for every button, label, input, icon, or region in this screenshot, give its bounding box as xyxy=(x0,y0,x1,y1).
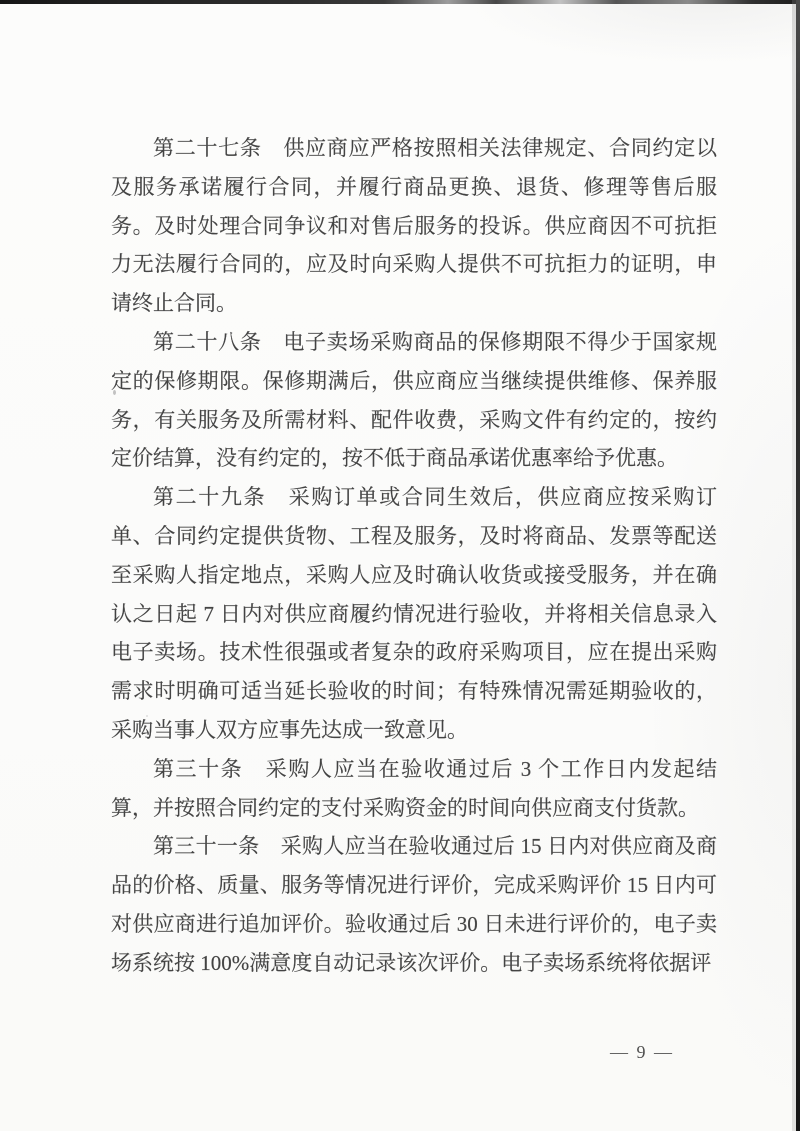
document-body xyxy=(111,129,717,983)
scan-artifact-right-edge xyxy=(796,0,800,1131)
paragraph-article-28: 第二十八条 电子卖场采购商品的保修期限不得少于国家规定的保修期限。保修期满后，供应商应当继续提供维修、保养服务，有关服务及所需材料、配件收费，采购文件有约定的，按约定价结算，没有约定的，按不低于商品承诺优惠率给予优惠。 xyxy=(111,329,717,471)
paragraph-article-29: 第二十九条 采购订单或合同生效后，供应商应按采购订单、合同约定提供货物、工程及服务，及时将商品、发票等配送至采购人指定地点，采购人应及时确认收货或接受服务，并在确认之日起 7 日内对供应商履约情况进行验收，并将相关信息录入电子卖场。技术性很强或者复杂的政府采购项目，应在提出采购需求时明确可适当延长验收的时间；有特殊情况需延期验收的，采购当事人双方应事先达成一致意见。 xyxy=(111,485,717,742)
scan-artifact-top-edge xyxy=(0,0,800,4)
paragraph-article-31: 第三十一条 采购人应当在验收通过后 15 日内对供应商及商品的价格、质量、服务等情况进行评价，完成采购评价 15 日内可对供应商进行追加评价。验收通过后 30 日未进行评价的，电子卖场系统按 100%满意度自动记录该次评价。电子卖场系统将依据评 xyxy=(111,834,717,975)
paragraph-article-30: 第三十条 采购人应当在验收通过后 3 个工作日内发起结算，并按照合同约定的支付采购资金的时间向供应商支付货款。 xyxy=(111,756,717,820)
page-number: — 9 — xyxy=(610,1042,674,1062)
paragraph-article-27: 第二十七条 供应商应严格按照相关法律规定、合同约定以及服务承诺履行合同，并履行商品更换、退货、修理等售后服务。及时处理合同争议和对售后服务的投诉。供应商因不可抗拒力无法履行合同的，应及时向采购人提供不可抗拒力的证明，申请终止合同。 xyxy=(111,136,717,316)
